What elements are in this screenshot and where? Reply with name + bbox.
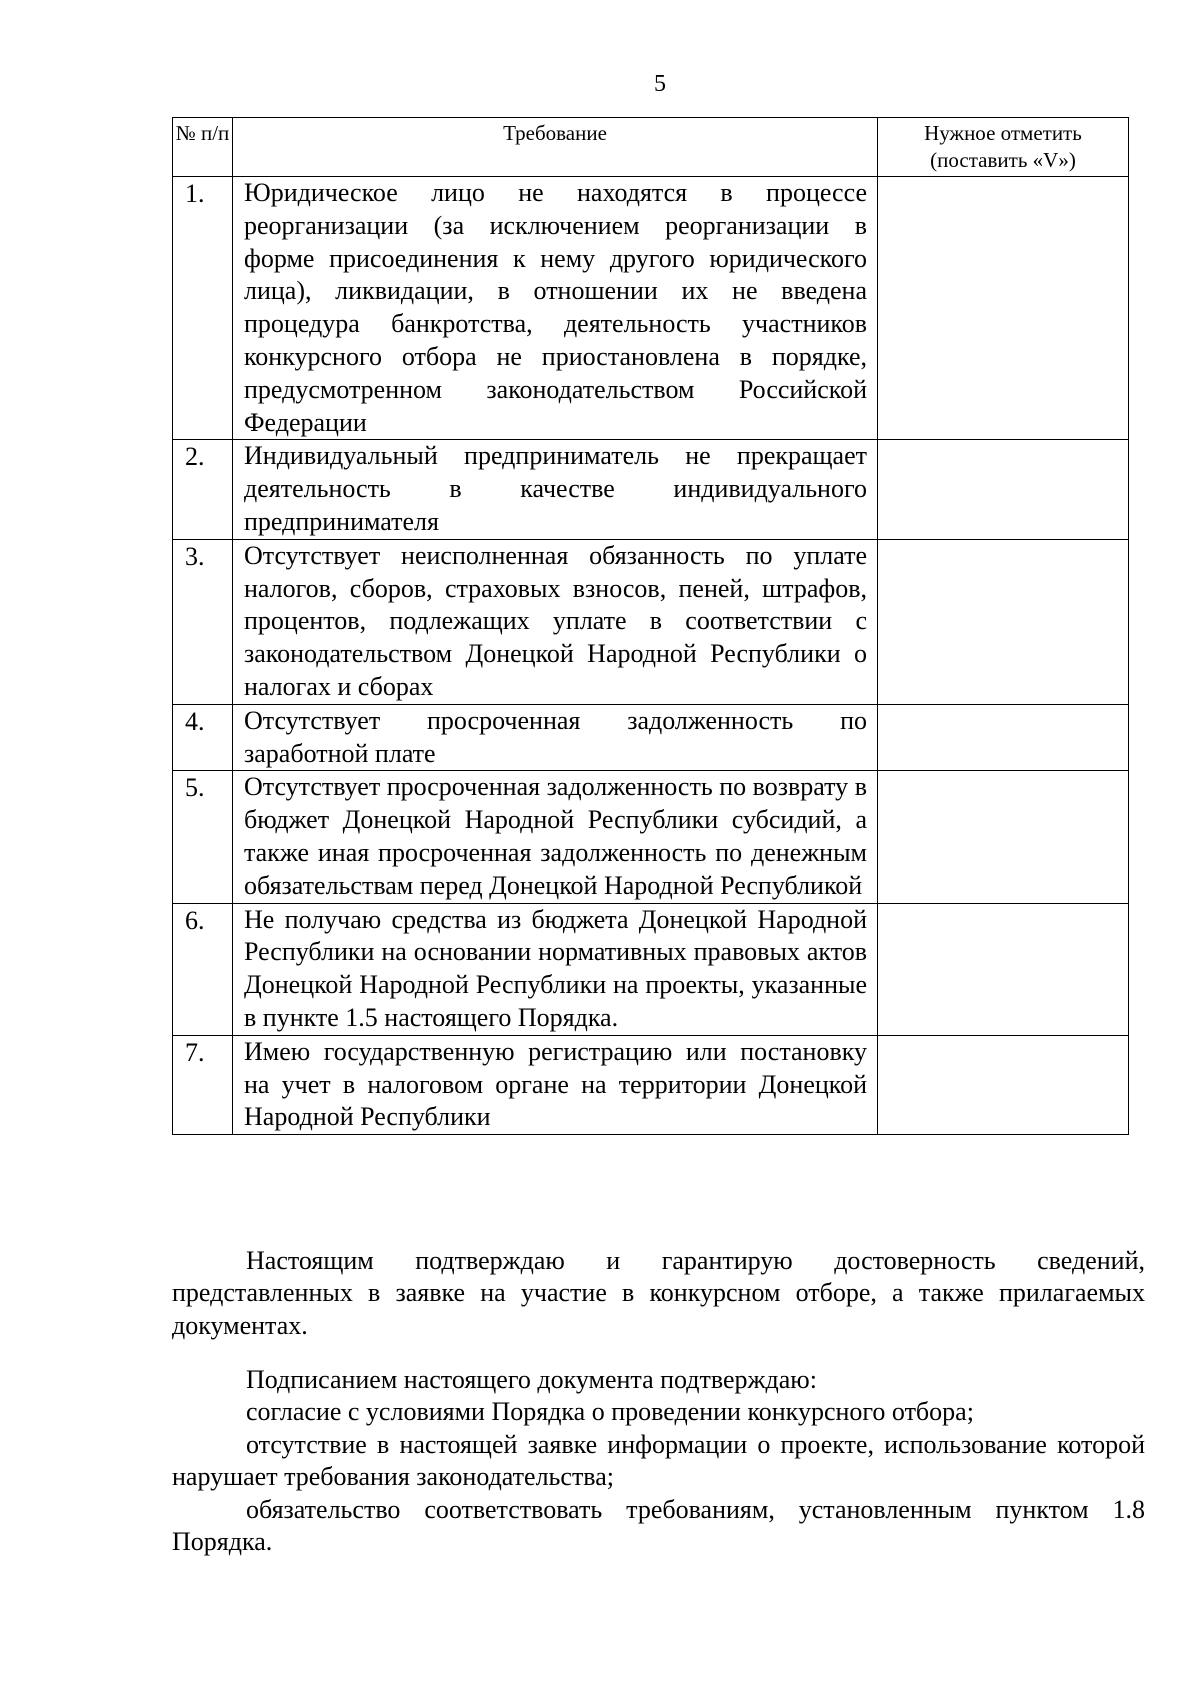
row-number: 2. — [173, 440, 233, 539]
mark-cell[interactable] — [878, 177, 1129, 440]
requirement-text: Имею государственную регистрацию или постановку на учет в налоговом органе на территории Донецкой Народной Республики — [233, 1035, 878, 1134]
header-requirement: Требование — [233, 118, 878, 177]
confirmation-paragraph: Настоящим подтверждаю и гарантирую достоверность сведений, представленных в заявке на участие в конкурсном отборе, а также прилагаемых документах. — [172, 1246, 1145, 1340]
mark-cell[interactable] — [878, 771, 1129, 903]
signing-item: отсутствие в настоящей заявке информации о проекте, использование которой нарушает требования законодательства; — [172, 1429, 1145, 1492]
signing-lead: Подписанием настоящего документа подтверждаю: — [246, 1365, 817, 1394]
row-number: 3. — [173, 539, 233, 704]
mark-cell[interactable] — [878, 903, 1129, 1035]
requirement-text: Юридическое лицо не находятся в процессе реорганизации (за исключением реорганизации в форме присоединения к нему другого юридического лица), ликвидации, в отношении их не введена процедура банкротства, деятельность участников конкурсного отбора не приостановлена в порядке, предусмотренном законодательством Российской Федерации — [233, 177, 878, 440]
row-number: 7. — [173, 1035, 233, 1134]
requirement-text: Не получаю средства из бюджета Донецкой Народной Республики на основании нормативных правовых актов Донецкой Народной Республики на проекты, указанные в пункте 1.5 настоящего Порядка. — [233, 903, 878, 1035]
mark-cell[interactable] — [878, 1035, 1129, 1134]
table-row — [173, 177, 1129, 440]
confirmation-section — [172, 1245, 1145, 1342]
header-num: № п/п — [173, 118, 233, 177]
requirements-table — [172, 117, 1129, 1135]
header-mark: Нужное отметить (поставить «V») — [878, 118, 1129, 177]
table-row — [173, 771, 1129, 903]
signing-item: обязательство соответствовать требованиям, установленным пунктом 1.8 Порядка. — [172, 1494, 1145, 1557]
row-number: 6. — [173, 903, 233, 1035]
signing-section — [172, 1364, 1145, 1558]
table-row — [173, 1035, 1129, 1134]
table-row — [173, 704, 1129, 771]
mark-cell[interactable] — [878, 539, 1129, 704]
requirement-text: Индивидуальный предприниматель не прекращает деятельность в качестве индивидуального предпринимателя — [233, 440, 878, 539]
requirement-text: Отсутствует просроченная задолженность по заработной плате — [233, 704, 878, 771]
row-number: 4. — [173, 704, 233, 771]
page-number: 5 — [654, 71, 666, 97]
requirement-text: Отсутствует неисполненная обязанность по уплате налогов, сборов, страховых взносов, пеней, штрафов, процентов, подлежащих уплате в соответствии с законодательством Донецкой Народной Республики о налогах и сборах — [233, 539, 878, 704]
row-number: 1. — [173, 177, 233, 440]
mark-cell[interactable] — [878, 440, 1129, 539]
mark-cell[interactable] — [878, 704, 1129, 771]
signing-item: согласие с условиями Порядка о проведении конкурсного отбора; — [246, 1397, 974, 1427]
requirement-text: Отсутствует просроченная задолженность по возврату в бюджет Донецкой Народной Республики субсидий, а также иная просроченная задолженность по денежным обязательствам перед Донецкой Народной Республикой — [233, 771, 878, 903]
table-row — [173, 440, 1129, 539]
row-number: 5. — [173, 771, 233, 903]
table-row — [173, 903, 1129, 1035]
table-header-row — [173, 118, 1129, 177]
table-row — [173, 539, 1129, 704]
